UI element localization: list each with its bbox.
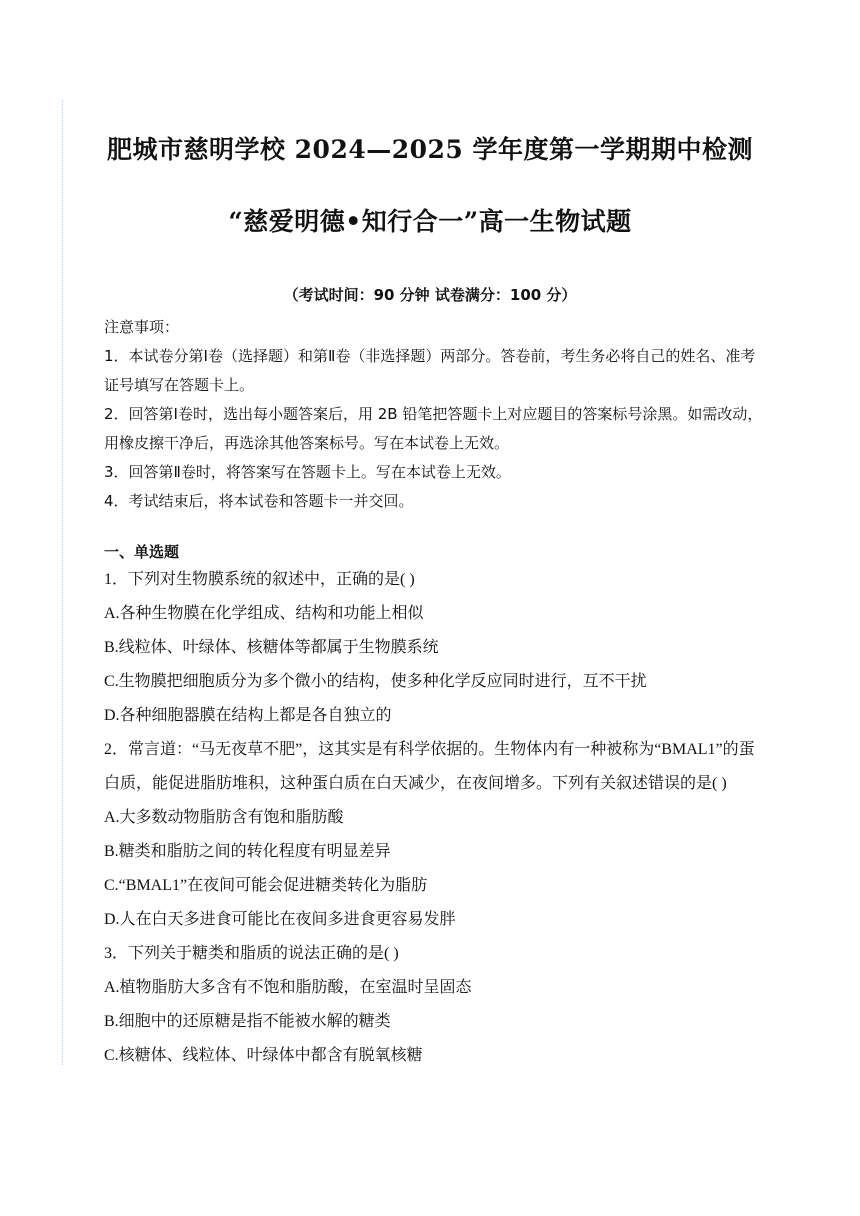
instruction-item: 3．回答第Ⅱ卷时，将答案写在答题卡上。写在本试卷上无效。 (104, 463, 511, 481)
exam-info: （考试时间：90 分钟 试卷满分：100 分） (283, 286, 577, 304)
answer-option: D.各种细胞器膜在结构上都是各自独立的 (104, 707, 392, 724)
answer-option: B.线粒体、叶绿体、核糖体等都属于生物膜系统 (104, 639, 439, 656)
question-stem: 3．下列关于糖类和脂质的说法正确的是( ) (104, 945, 399, 962)
answer-option: B.细胞中的还原糖是指不能被水解的糖类 (104, 1013, 391, 1030)
answer-option: C.生物膜把细胞质分为多个微小的结构，使多种化学反应同时进行，互不干扰 (104, 673, 647, 690)
answer-option: C.“BMAL1”在夜间可能会促进糖类转化为脂肪 (104, 877, 428, 894)
question-stem: 1．下列对生物膜系统的叙述中，正确的是( ) (104, 571, 415, 588)
instruction-item: 4．考试结束后，将本试卷和答题卡一并交回。 (104, 492, 414, 510)
answer-option: B.糖类和脂肪之间的转化程度有明显差异 (104, 843, 391, 860)
answer-option: C.核糖体、线粒体、叶绿体中都含有脱氧核糖 (104, 1047, 423, 1064)
answer-option: D.人在白天多进食可能比在夜间多进食更容易发胖 (104, 911, 456, 928)
instructions-block (104, 313, 764, 516)
exam-subtitle: “慈爱明德•知行合一”高一生物试题 (228, 207, 632, 236)
answer-option: A.大多数动物脂肪含有饱和脂肪酸 (104, 809, 344, 826)
binding-margin-line (62, 100, 63, 1065)
instruction-item: 2．回答第Ⅰ卷时，选出每小题答案后，用 2B 铅笔把答题卡上对应题目的答案标号涂黑。如需改动，用橡皮擦干净后，再选涂其他答案标号。写在本试卷上无效。 (104, 405, 763, 452)
answer-option: A.植物脂肪大多含有不饱和脂肪酸，在室温时呈固态 (104, 979, 472, 996)
instructions-heading: 注意事项： (104, 318, 180, 336)
instruction-item: 1．本试卷分第Ⅰ卷（选择题）和第Ⅱ卷（非选择题）两部分。答卷前，考生务必将自己的姓名、准考证号填写在答题卡上。 (104, 347, 756, 394)
answer-option: A.各种生物膜在化学组成、结构和功能上相似 (104, 605, 424, 622)
section-title: 一、单选题 (104, 543, 180, 561)
question-list (104, 563, 764, 1073)
exam-title: 肥城市慈明学校 2024—2025 学年度第一学期期中检测 (106, 135, 754, 164)
question-stem: 2．常言道：“马无夜草不肥”，这其实是有科学依据的。生物体内有一种被称为“BMAL1”的蛋白质，能促进脂肪堆积，这种蛋白质在白天减少，在夜间增多。下列有关叙述错误的是( ) (104, 741, 755, 792)
